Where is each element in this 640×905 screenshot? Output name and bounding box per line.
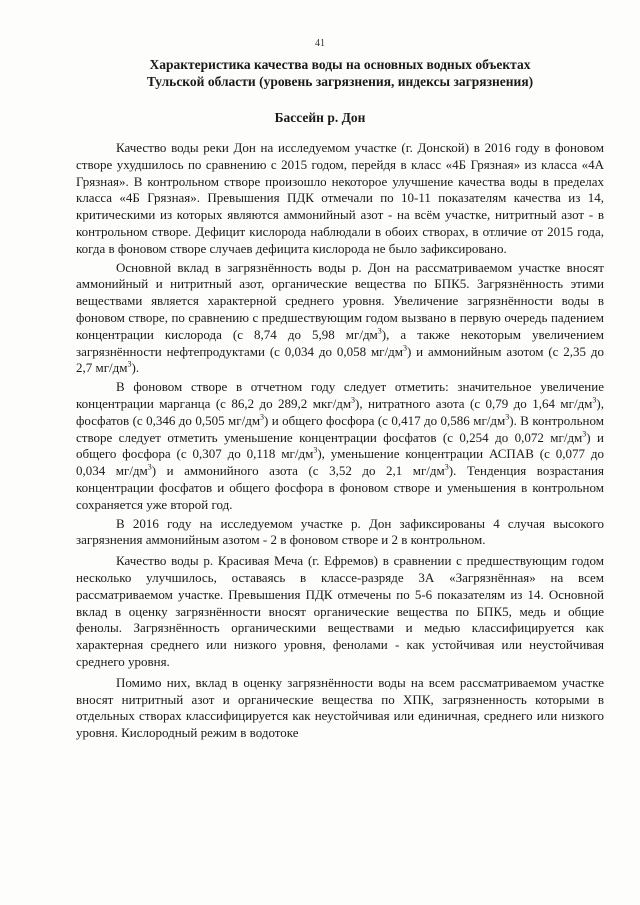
p3-sup-6: 3 (313, 446, 318, 456)
p2-sup-2: 3 (402, 343, 407, 353)
p3-segment-d: ) и общего фосфора (с 0,417 до 0,586 мг/дм (264, 412, 506, 428)
p3-segment-h: ) и аммонийного азота (с 3,52 до 2,1 мг/дм (151, 463, 445, 479)
p3-sup-2: 3 (592, 395, 597, 405)
p3-segment-i: ). Тенденция возрастания концентрации фосфатов и общего фосфора в фоновом створе и уменьшения в контрольном сохраняется уже второй год. (76, 463, 604, 512)
p2-segment-d: ). (131, 360, 140, 376)
p3-segment-b: ), нитратного азота (с 0,79 до 1,64 мг/дм (355, 395, 593, 411)
p2-segment-c: ) и аммонийным азотом (с 2,35 до 2,7 мг/дм (76, 343, 604, 376)
p3-sup-7: 3 (147, 462, 152, 472)
p3-sup-5: 3 (582, 429, 587, 439)
p2-sup-1: 3 (377, 326, 382, 336)
p3-sup-4: 3 (505, 412, 510, 422)
page-title-line-2: Тульской области (уровень загрязнения, индексы загрязнения) (146, 74, 534, 89)
p3-segment-a: В фоновом створе в отчетном году следует отметить: значительное увеличение концентрации марганца (с 86,2 до 289,2 мкг/дм (76, 379, 604, 411)
paragraph-4: В 2016 году на исследуемом участке р. Дон зафиксированы 4 случая высокого загрязнения аммонийным азотом - 2 в фоновом створе и 2 в контрольном. (76, 515, 604, 548)
p3-segment-f: ) и общего фосфора (с 0,307 до 0,118 мг/дм (76, 429, 604, 462)
p3-sup-8: 3 (444, 462, 449, 472)
p3-sup-3: 3 (260, 412, 265, 422)
p3-segment-g: ), уменьшение концентрации АСПАВ (с 0,077 до 0,034 мг/дм (76, 446, 604, 479)
body-text (76, 140, 604, 744)
p3-segment-c: ), фосфатов (с 0,346 до 0,505 мг/дм (76, 395, 604, 428)
page-title (80, 56, 600, 90)
p3-segment-e: ). В контрольном створе следует отметить уменьшение концентрации фосфатов (с 0,254 до 0,072 мг/дм (76, 412, 604, 445)
paragraph-3 (76, 379, 604, 513)
paragraph-1: Качество воды реки Дон на исследуемом участке (г. Донской) в 2016 году в фоновом створе ухудшилось по сравнению с 2015 годом, перейдя в класс «4Б Грязная» из класса «4А Грязная». В контрольном створе произошло некоторое улучшение качества воды в пределах класса «4Б Грязная». Превышения ПДК отмечали по 10-11 показателям качества из 14, критическими из которых являются аммонийный азот - на всём участке, нитритный азот - в контрольном створе. Дефицит кислорода наблюдали в обоих створах, в отличие от 2015 года, когда в фоновом створе случаев дефицита кислорода не было зафиксировано. (76, 140, 604, 256)
page-title-line-1: Характеристика качества воды на основных водных объектах (149, 57, 531, 72)
page-number: 41 (315, 38, 325, 49)
section-heading: Бассейн р. Дон (274, 110, 366, 125)
paragraph-5: Качество воды р. Красивая Меча (г. Ефремов) в сравнении с предшествующим годом несколько улучшилось, оставаясь в классе-разряде 3А «Загрязнённая» на всем рассматриваемом участке. Превышения ПДК отмечены по 5-6 показателям из 14. Основной вклад в оценку загрязнённости вносят органические вещества по БПК5, медь и общие фенолы. Загрязнённость органическими веществами и медью классифицируется как характерная среднего или низкого уровня, фенолами - как устойчивая или неустойчивая среднего уровня. (76, 553, 604, 669)
paragraph-2 (76, 260, 604, 378)
p2-segment-b: ), а также некоторым увеличением загрязнённости нефтепродуктами (с 0,034 до 0,058 мг/дм (76, 326, 604, 359)
p3-sup-1: 3 (351, 395, 356, 405)
p2-sup-3: 3 (127, 360, 132, 370)
p2-segment-a: Основной вклад в загрязнённость воды р. Дон на рассматриваемом участке вносят аммонийный и нитритный азот, органические вещества по БПК5. Загрязнённость этими веществами является характерной среднего уровня. Увеличение загрязнённости воды в фоновом створе, по сравнению с предшествующим годом вызвано в первую очередь падением концентрации кислорода (с 8,74 до 5,98 мг/дм (76, 259, 604, 342)
paragraph-6: Помимо них, вклад в оценку загрязнённости воды на всем рассматриваемом участке вносят нитритный азот и органические вещества по ХПК, загрязненность которыми в отдельных створах классифицируется как неустойчивая или единичная, среднего или низкого уровня. Кислородный режим в водотоке (76, 674, 604, 741)
